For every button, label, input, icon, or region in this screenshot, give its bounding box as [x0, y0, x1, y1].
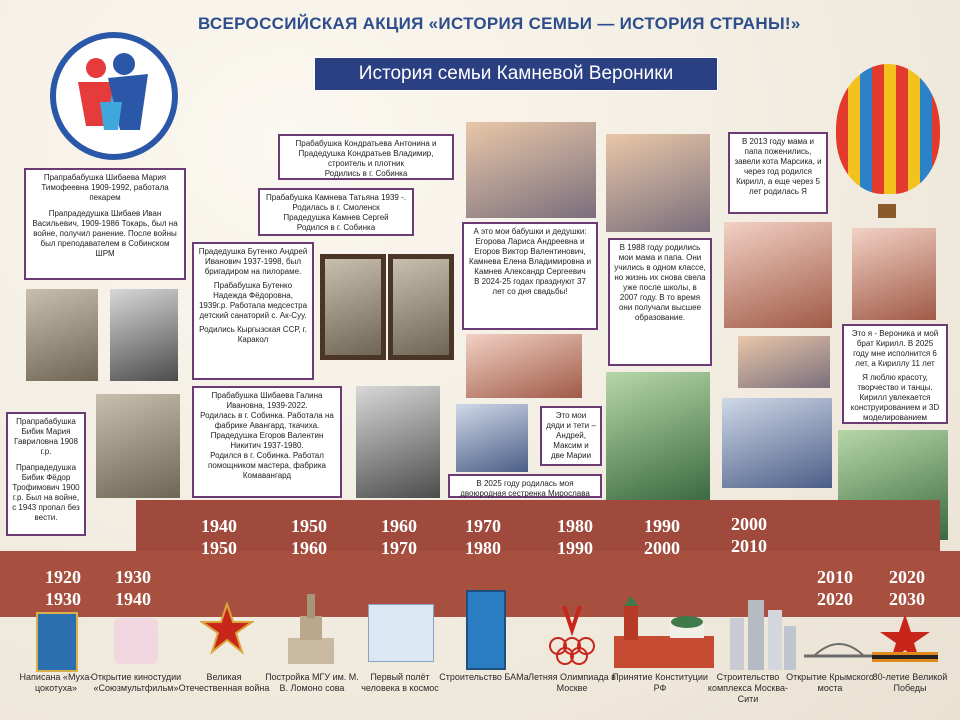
- event-caption: Постройка МГУ им. М. В. Ломоно сова: [265, 672, 359, 693]
- family-photo: [606, 372, 710, 500]
- family-photo: [724, 222, 832, 328]
- timeline-year-1950: 1950 1960: [291, 516, 327, 558]
- moscow-city-icon: [722, 590, 802, 670]
- bam-can-icon: [466, 590, 506, 670]
- caption-box-kondratiev: [278, 134, 454, 180]
- event-caption: Написана «Муха-цокотуха»: [19, 672, 93, 693]
- portrait-photo: [96, 394, 180, 498]
- box-text: Это мои дяди и тети – Андрей, Максим и две Марии: [546, 411, 596, 460]
- box-text: Родился в г. Собинка. Работал помощником мастера, фабрика Комавангард: [208, 451, 326, 480]
- kremlin-icon: [614, 596, 714, 668]
- balloon-icon: [836, 64, 940, 194]
- box-text: Прабабушка Камнева Татьяна 1939 -. Родилась в г. Смоленск: [266, 193, 406, 212]
- family-photo: [722, 398, 832, 488]
- victory-star-icon: [872, 612, 938, 668]
- box-text: Родились в г. Собинка: [324, 169, 408, 178]
- timeline-year-1920: 1920 1930: [45, 567, 81, 609]
- caption-box-grandparents: [462, 222, 598, 330]
- event-caption: Первый полёт человека в космос: [361, 672, 439, 693]
- caption-box-shibaeva-egorov: [192, 386, 342, 498]
- timeline-year-1990: 1990 2000: [644, 516, 680, 558]
- box-text: Прабабушка Кондратьева Антонина и Прадедушка Кондратьев Владимир, строитель и плотник: [295, 139, 437, 168]
- box-text: Прабабушка Бутенко Надежда Фёдоровна, 1939г.р. Работала медсестра детский санаторий с. Ак-Суу.: [198, 281, 308, 320]
- box-text: Прадедушка Бутенко Андрей Иванович 1937-1998, был бригадиром на пилораме.: [198, 247, 308, 276]
- family-photo: [466, 122, 596, 218]
- box-text: Родился в г. Собинка: [296, 223, 376, 232]
- portrait-photo: [320, 254, 386, 360]
- box-text: В 2024-25 годах празднуют 37 лет со дня свадьбы!: [474, 277, 586, 296]
- box-text: Прабабушка Шибаева Галина Ивановна, 1939-2022.: [211, 391, 323, 410]
- box-text: Прапрадедушка Шибаев Иван Васильевич, 1909-1986 Токарь, был на войне, получил ранение. После войны был преподавателем в Собинском ШРМ: [32, 209, 178, 258]
- box-text: Прадедушка Камнев Сергей: [283, 213, 389, 222]
- timeline-year-2000: 2000 2010: [731, 514, 767, 556]
- timeline-year-1980: 1980 1990: [557, 516, 593, 558]
- family-photo: [456, 404, 528, 472]
- box-text: Егорова Лариса Андреевна и Егоров Виктор Валентинович, Камнева Елена Владимировна и Камнев Александр Сергеевич: [468, 237, 592, 276]
- box-text: В 2013 году мама и папа поженились, завели кота Марсика, и через год родился Кирилл, а еще через 5 лет родилась Я: [734, 137, 822, 196]
- portrait-photo: [110, 289, 178, 381]
- timeline-year-1940: 1940 1950: [201, 516, 237, 558]
- cat-photo: [738, 336, 830, 388]
- event-caption: 80-летие Великой Победы: [872, 672, 948, 693]
- family-photo: [466, 334, 582, 398]
- balloon-basket: [878, 204, 896, 218]
- board-game-box-icon: [368, 604, 434, 662]
- olympic-rings-icon: [544, 600, 600, 670]
- baby-photo: [852, 228, 936, 320]
- book-cover-icon: [36, 612, 78, 672]
- box-text: Я люблю красоту, творчество и танцы. Кирилл увлекается конструированием и 3D моделированием: [850, 373, 940, 422]
- caption-box-cousin: [448, 474, 602, 498]
- caption-box-butenko: [192, 242, 314, 380]
- timeline-year-2020: 2020 2030: [889, 567, 925, 609]
- event-caption: Принятие Конституции РФ: [612, 672, 708, 693]
- page-title: История семьи Камневой Вероники: [314, 57, 718, 91]
- box-text: А это мои бабушки и дедушки:: [473, 227, 587, 236]
- box-text: Это я - Вероника и мой брат Кирилл. В 2025 году мне исполнится 6 лет, а Кириллу 11 лет: [851, 329, 939, 368]
- timeline-year-1970: 1970 1980: [465, 516, 501, 558]
- event-caption: Открытие Крымского моста: [786, 672, 874, 693]
- caption-box-bibik: [6, 412, 86, 536]
- timeline-year-2010: 2010 2020: [817, 567, 853, 609]
- box-text: В 2025 году родилась моя двоюродная сестренка Мирослава: [460, 479, 590, 498]
- event-caption: Открытие киностудии «Союзмультфильм»: [90, 672, 182, 693]
- portrait-photo: [356, 386, 440, 498]
- box-text: В 1988 году родились мои мама и папа. Они учились в одном классе, но жизнь их снова свела уже после школы, в 2007 году. В то время они получали высшее образование.: [614, 243, 706, 322]
- box-text: Прапрадедушка Бибик Фёдор Трофимович 1900 г.р. Был на войне, с 1943 пропал без вести.: [12, 463, 80, 522]
- family-photo: [606, 134, 710, 232]
- box-text: Прапрабабушка Шибаева Мария Тимофеевна 1909-1992, работала пекарем: [41, 173, 169, 202]
- event-caption: Великая Отечественная война: [178, 672, 270, 693]
- caption-box-veronika: [842, 324, 948, 424]
- page-header: ВСЕРОССИЙСКАЯ АКЦИЯ «ИСТОРИЯ СЕМЬИ — ИСТОРИЯ СТРАНЫ!»: [198, 14, 801, 33]
- caption-box-great-great-grandparents-shibaev: [24, 168, 186, 280]
- caption-box-2013: [728, 132, 828, 214]
- crimean-bridge-icon: [804, 628, 874, 664]
- box-text: Прадедушка Егоров Валентин Никитич 1937-1980.: [210, 431, 324, 450]
- family-logo-icon: [50, 32, 178, 160]
- timeline-year-1930: 1930 1940: [115, 567, 151, 609]
- box-text: Прапрабабушка Бибик Мария Гавриловна 1908 г.р.: [14, 417, 78, 456]
- event-caption: Летняя Олимпиада в Москве: [528, 672, 616, 693]
- order-star-icon: [200, 602, 254, 656]
- caption-box-kamnev: [258, 188, 414, 236]
- portrait-photo: [388, 254, 454, 360]
- box-text: Родилась в г. Собинка. Работала на фабрике Авангард, ткачиха.: [200, 411, 334, 430]
- box-text: Родились Кыргызская ССР, г. Каракол: [199, 325, 307, 344]
- timeline-year-1960: 1960 1970: [381, 516, 417, 558]
- soyuzmultfilm-logo-icon: [114, 618, 158, 664]
- event-caption: Строительство комплекса Москва-Сити: [707, 672, 789, 704]
- portrait-photo: [26, 289, 98, 381]
- event-caption: Строительство БАМа: [439, 672, 529, 682]
- msu-building-icon: [284, 588, 338, 668]
- caption-box-uncles-aunts: [540, 406, 602, 466]
- caption-box-parents-1988: [608, 238, 712, 366]
